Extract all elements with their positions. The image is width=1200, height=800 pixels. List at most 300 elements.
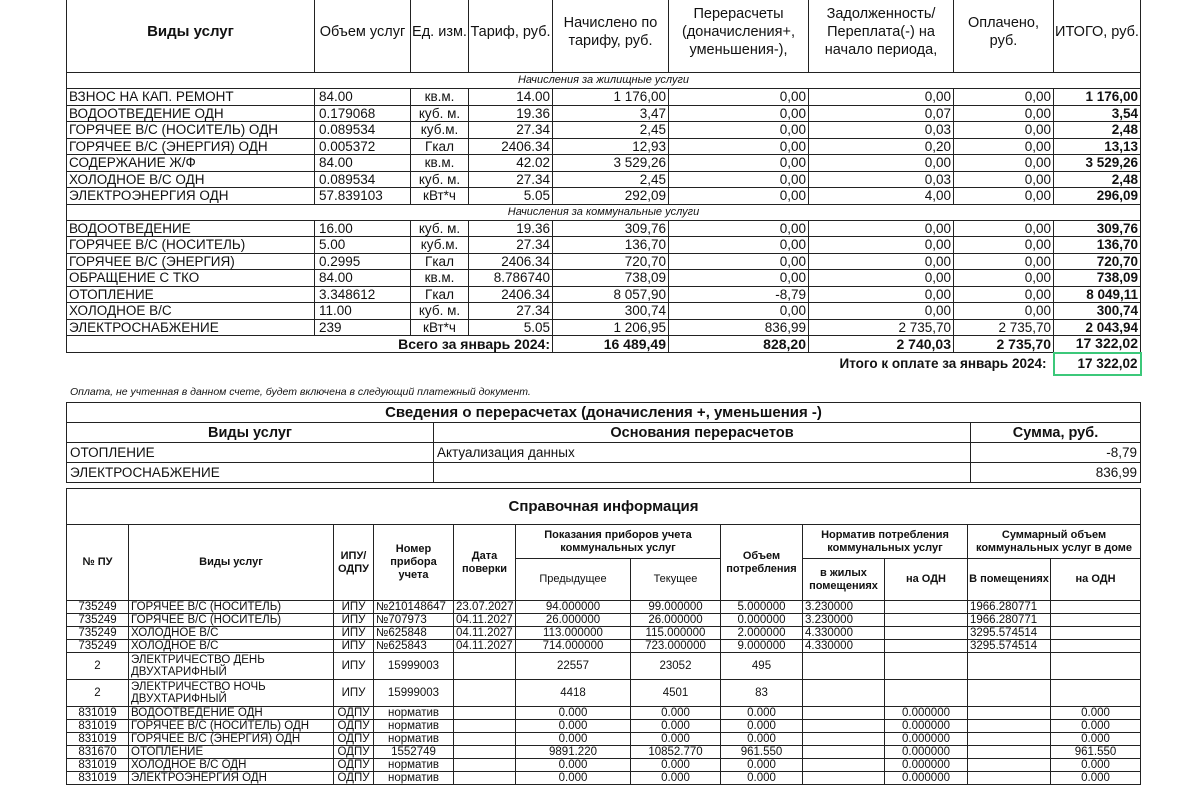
reference-row: [67, 653, 1141, 680]
tariff: 42.02: [469, 155, 553, 172]
sum-residential: [968, 720, 1051, 733]
accrued: 136,70: [553, 237, 669, 254]
sum-odn: 0.000: [1051, 772, 1141, 785]
accrued: 8 057,90: [553, 286, 669, 303]
unit: куб. м.: [411, 171, 469, 188]
ref-header-sum-odn: на ОДН: [1051, 559, 1141, 601]
unit: куб. м.: [411, 105, 469, 122]
meter-number: норматив: [374, 707, 454, 720]
service-name: ВОДООТВЕДЕНИЕ: [67, 220, 315, 237]
total: 300,74: [1054, 303, 1141, 320]
recalc-service: ОТОПЛЕНИЕ: [67, 443, 434, 463]
pu-number: 831670: [67, 746, 129, 759]
tariff: 27.34: [469, 122, 553, 139]
norm-odn: 0.000000: [885, 759, 968, 772]
meter-number: норматив: [374, 733, 454, 746]
reading-prev: 0.000: [516, 772, 631, 785]
accrued: 309,76: [553, 220, 669, 237]
unit: куб.м.: [411, 237, 469, 254]
paid: 0,00: [954, 89, 1054, 106]
debt: 0,07: [809, 105, 954, 122]
charge-row: [67, 155, 1141, 172]
total: 720,70: [1054, 253, 1141, 270]
reading-curr: 115.000000: [631, 627, 721, 640]
reading-curr: 0.000: [631, 759, 721, 772]
norm-residential: [803, 653, 885, 680]
service-name: СОДЕРЖАНИЕ Ж/Ф: [67, 155, 315, 172]
service-name: ЭЛЕКТРИЧЕСТВО ДЕНЬ ДВУХТАРИФНЫЙ: [129, 653, 334, 680]
ref-header-curr: Текущее: [631, 559, 721, 601]
debt: 0,03: [809, 122, 954, 139]
pu-number: 2: [67, 653, 129, 680]
charge-row: [67, 270, 1141, 287]
totals-label: Всего за январь 2024:: [67, 336, 553, 353]
service-name: ВОДООТВЕДЕНИЕ ОДН: [129, 707, 334, 720]
reading-curr: 0.000: [631, 720, 721, 733]
ref-header-date: Дата поверки: [454, 525, 516, 601]
total-sum: 17 322,02: [1054, 336, 1141, 353]
header-total: ИТОГО, руб.: [1054, 0, 1141, 73]
reading-curr: 23052: [631, 653, 721, 680]
meter-number: 15999003: [374, 653, 454, 680]
payment-note: Оплата, не учтенная в данном счете, будет включена в следующий платежный документ.: [70, 386, 531, 398]
consumption: 0.000: [721, 772, 803, 785]
meter-number: №210148647: [374, 601, 454, 614]
sum-odn: 0.000: [1051, 759, 1141, 772]
sum-odn: 0.000: [1051, 720, 1141, 733]
tariff: 2406.34: [469, 253, 553, 270]
norm-odn: [885, 614, 968, 627]
paid: 0,00: [954, 237, 1054, 254]
header-tariff: Тариф, руб.: [469, 0, 553, 73]
meter-type: ОДПУ: [334, 733, 374, 746]
norm-odn: [885, 640, 968, 653]
meter-number: норматив: [374, 759, 454, 772]
debt: 4,00: [809, 188, 954, 205]
total: 309,76: [1054, 220, 1141, 237]
meter-type: ИПУ: [334, 601, 374, 614]
tariff: 19.36: [469, 105, 553, 122]
charge-row: [67, 237, 1141, 254]
section-title: Начисления за жилищные услуги: [67, 73, 1141, 89]
norm-odn: 0.000000: [885, 772, 968, 785]
header-debt: Задолженность/ Переплата(-) на начало периода,: [809, 0, 954, 73]
meter-number: №625843: [374, 640, 454, 653]
meter-type: ИПУ: [334, 627, 374, 640]
norm-odn: [885, 653, 968, 680]
recalc: 0,00: [669, 105, 809, 122]
sum-odn: [1051, 640, 1141, 653]
header-service: Виды услуг: [67, 0, 315, 73]
recalc: -8,79: [669, 286, 809, 303]
service-name: ГОРЯЧЕЕ В/С (ЭНЕРГИЯ) ОДН: [129, 733, 334, 746]
total: 1 176,00: [1054, 89, 1141, 106]
debt: 2 735,70: [809, 319, 954, 336]
tariff: 8.786740: [469, 270, 553, 287]
norm-odn: [885, 680, 968, 707]
debt: 0,00: [809, 303, 954, 320]
paid: 0,00: [954, 105, 1054, 122]
total: 2,48: [1054, 171, 1141, 188]
charge-row: [67, 319, 1141, 336]
reference-row: [67, 640, 1141, 653]
unit: кВт*ч: [411, 319, 469, 336]
paid: 0,00: [954, 155, 1054, 172]
service-name: ХОЛОДНОЕ В/С: [129, 640, 334, 653]
service-name: ЭЛЕКТРОСНАБЖЕНИЕ: [67, 319, 315, 336]
volume: 0.179068: [315, 105, 411, 122]
reference-row: [67, 614, 1141, 627]
recalc-service: ЭЛЕКТРОСНАБЖЕНИЕ: [67, 463, 434, 483]
amount-due-value: 17 322,02: [1054, 353, 1141, 375]
total: 13,13: [1054, 138, 1141, 155]
meter-number: №707973: [374, 614, 454, 627]
recalc: 0,00: [669, 89, 809, 106]
ref-header-norm-res: в жилых помещениях: [803, 559, 885, 601]
paid: 0,00: [954, 188, 1054, 205]
norm-residential: [803, 720, 885, 733]
paid: 0,00: [954, 303, 1054, 320]
ref-header-meter: Номер прибора учета: [374, 525, 454, 601]
reference-row: [67, 733, 1141, 746]
service-name: ХОЛОДНОЕ В/С ОДН: [67, 171, 315, 188]
volume: 239: [315, 319, 411, 336]
section-row: [67, 204, 1141, 220]
sum-odn: [1051, 601, 1141, 614]
sum-odn: 961.550: [1051, 746, 1141, 759]
accrued: 738,09: [553, 270, 669, 287]
reference-row: [67, 759, 1141, 772]
sum-residential: [968, 733, 1051, 746]
reading-prev: 0.000: [516, 733, 631, 746]
sum-residential: [968, 707, 1051, 720]
recalc-reason: [434, 463, 971, 483]
consumption: 0.000: [721, 759, 803, 772]
reference-row: [67, 707, 1141, 720]
charges-table: [66, 0, 1140, 376]
tariff: 14.00: [469, 89, 553, 106]
total-recalc: 828,20: [669, 336, 809, 353]
pu-number: 735249: [67, 640, 129, 653]
recalc: 0,00: [669, 122, 809, 139]
recalc-amount: 836,99: [971, 463, 1141, 483]
meter-type: ИПУ: [334, 640, 374, 653]
meter-number: №625848: [374, 627, 454, 640]
verification-date: 04.11.2027: [454, 627, 516, 640]
meter-number: 15999003: [374, 680, 454, 707]
charge-row: [67, 188, 1141, 205]
reading-curr: 0.000: [631, 733, 721, 746]
norm-residential: [803, 772, 885, 785]
consumption: 83: [721, 680, 803, 707]
accrued: 3 529,26: [553, 155, 669, 172]
recalc: 0,00: [669, 188, 809, 205]
norm-odn: [885, 627, 968, 640]
header-recalc: Перерасчеты (доначисления+, уменьшения-),: [669, 0, 809, 73]
sum-odn: [1051, 653, 1141, 680]
charge-row: [67, 89, 1141, 106]
recalc: 0,00: [669, 138, 809, 155]
pay-row: [67, 353, 1141, 375]
total: 3,54: [1054, 105, 1141, 122]
sum-residential: [968, 746, 1051, 759]
norm-residential: [803, 680, 885, 707]
consumption: 0.000: [721, 707, 803, 720]
reading-prev: 0.000: [516, 707, 631, 720]
ref-header-sum-res: В помещениях: [968, 559, 1051, 601]
paid: 0,00: [954, 253, 1054, 270]
charge-row: [67, 220, 1141, 237]
debt: 0,00: [809, 155, 954, 172]
reading-prev: 0.000: [516, 720, 631, 733]
accrued: 292,09: [553, 188, 669, 205]
tariff: 27.34: [469, 171, 553, 188]
sum-residential: 1966.280771: [968, 601, 1051, 614]
reading-curr: 4501: [631, 680, 721, 707]
accrued: 3,47: [553, 105, 669, 122]
norm-residential: [803, 707, 885, 720]
debt: 0,00: [809, 220, 954, 237]
charge-row: [67, 253, 1141, 270]
reading-prev: 714.000000: [516, 640, 631, 653]
volume: 3.348612: [315, 286, 411, 303]
recalc: 0,00: [669, 237, 809, 254]
service-name: ГОРЯЧЕЕ В/С (НОСИТЕЛЬ): [129, 601, 334, 614]
debt: 0,00: [809, 89, 954, 106]
meter-type: ИПУ: [334, 614, 374, 627]
paid: 2 735,70: [954, 319, 1054, 336]
service-name: ГОРЯЧЕЕ В/С (НОСИТЕЛЬ): [67, 237, 315, 254]
unit: кВт*ч: [411, 188, 469, 205]
reading-curr: 99.000000: [631, 601, 721, 614]
service-name: ОТОПЛЕНИЕ: [129, 746, 334, 759]
unit: куб. м.: [411, 220, 469, 237]
total: 738,09: [1054, 270, 1141, 287]
total: 2 043,94: [1054, 319, 1141, 336]
tariff: 2406.34: [469, 138, 553, 155]
volume: 84.00: [315, 270, 411, 287]
unit: кв.м.: [411, 270, 469, 287]
verification-date: [454, 680, 516, 707]
service-name: ХОЛОДНОЕ В/С: [67, 303, 315, 320]
header-unit: Ед. изм.: [411, 0, 469, 73]
reading-prev: 94.000000: [516, 601, 631, 614]
debt: 0,20: [809, 138, 954, 155]
tariff: 2406.34: [469, 286, 553, 303]
reading-prev: 4418: [516, 680, 631, 707]
reference-row: [67, 772, 1141, 785]
recalc-header-service: Виды услуг: [67, 423, 434, 443]
norm-odn: [885, 601, 968, 614]
sum-residential: 3295.574514: [968, 627, 1051, 640]
charge-row: [67, 122, 1141, 139]
total: 296,09: [1054, 188, 1141, 205]
header-accrued: Начислено по тарифу, руб.: [553, 0, 669, 73]
verification-date: [454, 746, 516, 759]
volume: 57.839103: [315, 188, 411, 205]
service-name: ГОРЯЧЕЕ В/С (ЭНЕРГИЯ): [67, 253, 315, 270]
service-name: ГОРЯЧЕЕ В/С (НОСИТЕЛЬ) ОДН: [129, 720, 334, 733]
sum-residential: [968, 653, 1051, 680]
norm-residential: 3.230000: [803, 601, 885, 614]
recalc-row: [67, 463, 1141, 483]
service-name: ЭЛЕКТРОЭНЕРГИЯ ОДН: [129, 772, 334, 785]
reading-prev: 22557: [516, 653, 631, 680]
consumption: 9.000000: [721, 640, 803, 653]
volume: 0.005372: [315, 138, 411, 155]
accrued: 2,45: [553, 171, 669, 188]
volume: 0.2995: [315, 253, 411, 270]
reference-table: [66, 488, 1140, 785]
charge-row: [67, 286, 1141, 303]
recalc-row: [67, 443, 1141, 463]
tariff: 5.05: [469, 188, 553, 205]
verification-date: [454, 733, 516, 746]
norm-residential: 4.330000: [803, 627, 885, 640]
service-name: ХОЛОДНОЕ В/С: [129, 627, 334, 640]
unit: Гкал: [411, 286, 469, 303]
recalc-reason: Актуализация данных: [434, 443, 971, 463]
pu-number: 831019: [67, 759, 129, 772]
volume: 0.089534: [315, 171, 411, 188]
paid: 0,00: [954, 138, 1054, 155]
sum-odn: [1051, 680, 1141, 707]
sum-residential: [968, 759, 1051, 772]
sum-odn: 0.000: [1051, 733, 1141, 746]
norm-residential: 3.230000: [803, 614, 885, 627]
reference-row: [67, 680, 1141, 707]
verification-date: [454, 759, 516, 772]
tariff: 27.34: [469, 303, 553, 320]
meter-type: ОДПУ: [334, 720, 374, 733]
paid: 0,00: [954, 220, 1054, 237]
service-name: ОТОПЛЕНИЕ: [67, 286, 315, 303]
meter-type: ИПУ: [334, 653, 374, 680]
recalc: 836,99: [669, 319, 809, 336]
totals-row: [67, 336, 1141, 353]
verification-date: 04.11.2027: [454, 614, 516, 627]
accrued: 1 206,95: [553, 319, 669, 336]
debt: 0,00: [809, 270, 954, 287]
recalc-title: Сведения о перерасчетах (доначисления +, уменьшения -): [67, 403, 1141, 423]
charges-header-row: [67, 0, 1141, 73]
charge-row: [67, 171, 1141, 188]
reading-prev: 9891.220: [516, 746, 631, 759]
service-name: ВОДООТВЕДЕНИЕ ОДН: [67, 105, 315, 122]
meter-type: ИПУ: [334, 680, 374, 707]
sum-odn: [1051, 627, 1141, 640]
unit: Гкал: [411, 138, 469, 155]
volume: 11.00: [315, 303, 411, 320]
ref-header-norm: Норматив потребления коммунальных услуг: [803, 525, 968, 559]
recalc: 0,00: [669, 220, 809, 237]
verification-date: [454, 720, 516, 733]
total: 2,48: [1054, 122, 1141, 139]
pu-number: 735249: [67, 614, 129, 627]
section-title: Начисления за коммунальные услуги: [67, 204, 1141, 220]
verification-date: 04.11.2027: [454, 640, 516, 653]
ref-header-norm-odn: на ОДН: [885, 559, 968, 601]
header-paid: Оплачено, руб.: [954, 0, 1054, 73]
consumption: 961.550: [721, 746, 803, 759]
unit: кв.м.: [411, 155, 469, 172]
consumption: 495: [721, 653, 803, 680]
sum-residential: [968, 680, 1051, 707]
accrued: 2,45: [553, 122, 669, 139]
service-name: ВЗНОС НА КАП. РЕМОНТ: [67, 89, 315, 106]
reference-row: [67, 601, 1141, 614]
total: 8 049,11: [1054, 286, 1141, 303]
service-name: ЭЛЕКТРИЧЕСТВО НОЧЬ ДВУХТАРИФНЫЙ: [129, 680, 334, 707]
paid: 0,00: [954, 270, 1054, 287]
reading-prev: 26.000000: [516, 614, 631, 627]
section-row: [67, 73, 1141, 89]
recalc: 0,00: [669, 155, 809, 172]
volume: 84.00: [315, 155, 411, 172]
accrued: 300,74: [553, 303, 669, 320]
accrued: 720,70: [553, 253, 669, 270]
meter-type: ОДПУ: [334, 759, 374, 772]
reading-curr: 10852.770: [631, 746, 721, 759]
reference-row: [67, 746, 1141, 759]
debt: 0,00: [809, 253, 954, 270]
norm-odn: 0.000000: [885, 746, 968, 759]
meter-type: ОДПУ: [334, 746, 374, 759]
meter-number: 1552749: [374, 746, 454, 759]
accrued: 12,93: [553, 138, 669, 155]
recalc-header-reason: Основания перерасчетов: [434, 423, 971, 443]
verification-date: 23.07.2027: [454, 601, 516, 614]
volume: 84.00: [315, 89, 411, 106]
reading-curr: 0.000: [631, 772, 721, 785]
volume: 5.00: [315, 237, 411, 254]
meter-type: ОДПУ: [334, 707, 374, 720]
norm-residential: [803, 759, 885, 772]
ref-header-prev: Предыдущее: [516, 559, 631, 601]
pu-number: 831019: [67, 720, 129, 733]
norm-residential: [803, 733, 885, 746]
verification-date: [454, 653, 516, 680]
paid: 0,00: [954, 122, 1054, 139]
reference-row: [67, 720, 1141, 733]
ref-header-readings: Показания приборов учета коммунальных услуг: [516, 525, 721, 559]
ref-header-ipu: ИПУ/ ОДПУ: [334, 525, 374, 601]
recalc-amount: -8,79: [971, 443, 1141, 463]
unit: кв.м.: [411, 89, 469, 106]
total: 136,70: [1054, 237, 1141, 254]
pu-number: 831019: [67, 733, 129, 746]
charge-row: [67, 303, 1141, 320]
total-debt: 2 740,03: [809, 336, 954, 353]
meter-type: ОДПУ: [334, 772, 374, 785]
service-name: ГОРЯЧЕЕ В/С (ЭНЕРГИЯ) ОДН: [67, 138, 315, 155]
service-name: ЭЛЕКТРОЭНЕРГИЯ ОДН: [67, 188, 315, 205]
charge-row: [67, 138, 1141, 155]
debt: 0,00: [809, 286, 954, 303]
pu-number: 2: [67, 680, 129, 707]
recalc: 0,00: [669, 253, 809, 270]
recalc-table: [66, 402, 1140, 483]
tariff: 27.34: [469, 237, 553, 254]
sum-odn: [1051, 614, 1141, 627]
sum-odn: 0.000: [1051, 707, 1141, 720]
norm-odn: 0.000000: [885, 707, 968, 720]
norm-odn: 0.000000: [885, 733, 968, 746]
total-accrued: 16 489,49: [553, 336, 669, 353]
unit: куб. м.: [411, 303, 469, 320]
recalc: 0,00: [669, 270, 809, 287]
ref-header-volume: Объем потребления: [721, 525, 803, 601]
